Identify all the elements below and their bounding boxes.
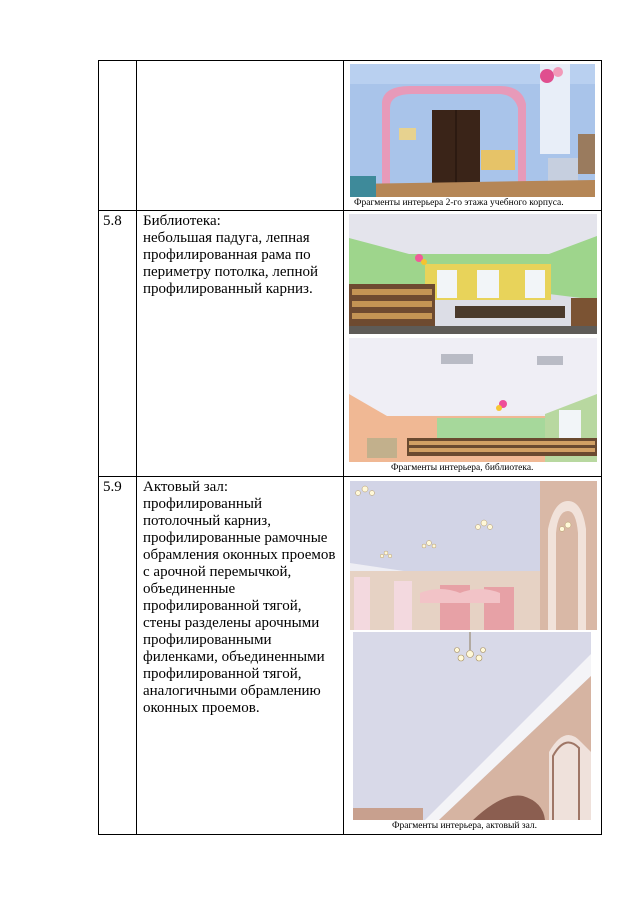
- row-3-line-5: с арочной перемычкой,: [143, 564, 292, 580]
- row-3-line-4: обрамления оконных проемов: [143, 547, 336, 563]
- row-3-number: 5.9: [103, 479, 122, 495]
- corridor-arch-photo: [350, 64, 595, 197]
- row-3-line-8: стены разделены арочными: [143, 615, 320, 631]
- row-3-line-13: оконных проемов.: [143, 700, 260, 716]
- row-3-line-2: потолочный карниз,: [143, 513, 271, 529]
- row-divider-1: [98, 210, 602, 211]
- row-3-line-1: профилированный: [143, 496, 262, 512]
- table-border-left: [98, 60, 99, 835]
- table-border-top: [98, 60, 602, 61]
- row-divider-2: [98, 476, 602, 477]
- row-3-line-7: профилированной тягой,: [143, 598, 302, 614]
- row-3-line-12: аналогичными обрамлению: [143, 683, 321, 699]
- table-column-divider-2: [343, 60, 344, 835]
- row-1-caption: Фрагменты интерьера 2-го этажа учебного корпуса.: [354, 198, 564, 208]
- row-3-line-3: профилированные рамочные: [143, 530, 328, 546]
- row-3-title: Актовый зал:: [143, 479, 229, 495]
- row-2-title: Библиотека:: [143, 213, 221, 229]
- hall-ceiling-chandeliers-photo: [350, 481, 597, 630]
- library-green-wall-photo: [349, 214, 597, 334]
- hall-ceiling-cornice-photo: [353, 632, 591, 820]
- row-3-line-11: профилированной тягой,: [143, 666, 302, 682]
- table-column-divider-1: [136, 60, 137, 835]
- row-2-line-3: периметру потолка, лепной: [143, 264, 319, 280]
- library-peach-wall-photo: [349, 338, 597, 462]
- row-2-line-2: профилированная рама по: [143, 247, 311, 263]
- table-border-right: [601, 60, 602, 835]
- row-2-line-4: профилированный карниз.: [143, 281, 313, 297]
- row-3-line-9: профилированными: [143, 632, 272, 648]
- row-2-caption: Фрагменты интерьера, библиотека.: [391, 463, 534, 473]
- row-3-description: [143, 479, 339, 717]
- row-2-line-1: небольшая падуга, лепная: [143, 230, 310, 246]
- row-2-number: 5.8: [103, 213, 122, 229]
- table-border-bottom: [98, 834, 602, 835]
- row-3-line-6: объединенные: [143, 581, 236, 597]
- row-3-line-10: филенками, объединенными: [143, 649, 325, 665]
- row-3-caption: Фрагменты интерьера, актовый зал.: [392, 821, 537, 831]
- row-2-description: [143, 213, 339, 298]
